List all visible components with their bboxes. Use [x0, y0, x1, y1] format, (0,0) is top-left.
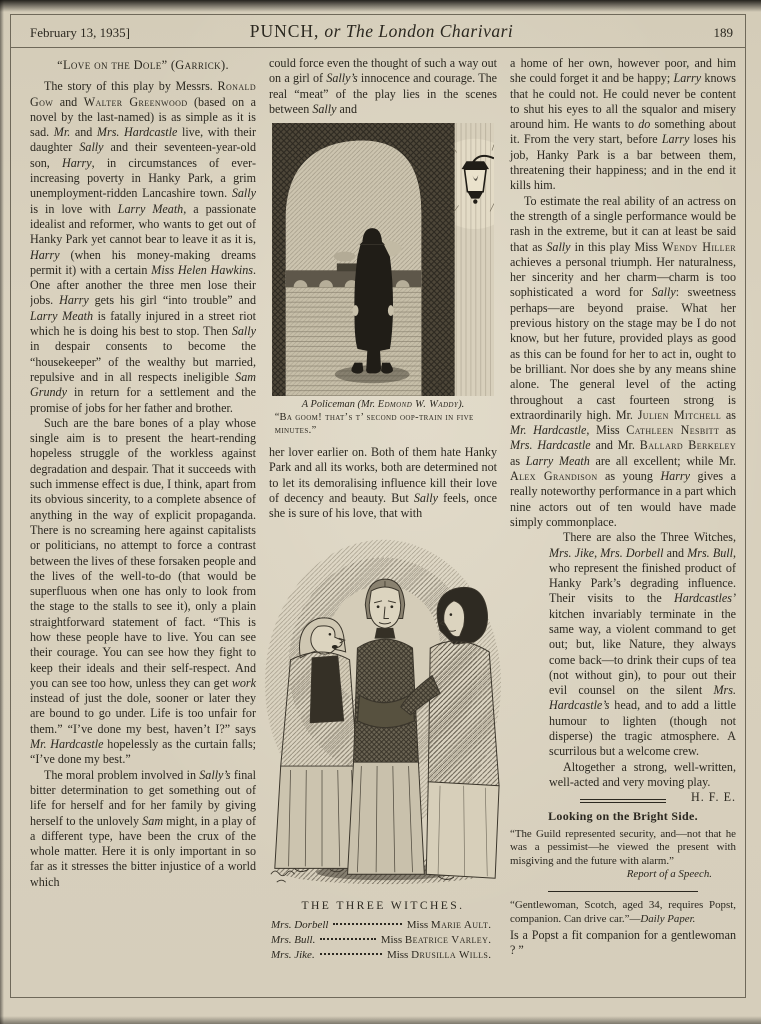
- caption-line-1: A Policeman (Mr. Edmond W. Waddy).: [301, 399, 465, 411]
- cast-actor: Miss Marie Ault.: [406, 918, 491, 931]
- section-divider: [580, 799, 666, 803]
- illustration-caption: [275, 398, 492, 437]
- cast-role: Mrs. Bull.: [271, 933, 316, 946]
- cast-row: [269, 948, 497, 963]
- cast-list: [269, 898, 497, 963]
- paragraph: The story of this play by Messrs. Ronald Gow and Walter Greenwood (based on a novel by the last-named) is as simple as it is sad. Mr. and Mrs. Hardcastle live, with their daughter Sally and their seventeen-year-old son, Harry, in circumstances of ever-increasing poverty in Hanky Park, a grim unemployment-ridden Lancashire town. Sally is in love with Larry Meath, a passionate idealist and reformer, who wants to get out of Hanky Park yet cannot bear to leave it as it is, Harry (when his money-making dreams permit it) with a certain Miss Helen Hawkins. One after another the three men lose their jobs. Harry gets his girl “into trouble” and Larry Meath is fatally injured in a street riot which he is doing his best to stop. Then Sally in despair consents to become the “housekeeper” of the wealthy but married, repulsive and in all respects ineligible Sam Grundy in return for a settlement and the promise of jobs for her father and brother.: [30, 79, 256, 415]
- quote-attribution: Report of a Speech.: [626, 868, 712, 881]
- cast-role: Mrs. Dorbell: [271, 918, 329, 931]
- scan-edge-bottom: [0, 1016, 761, 1024]
- filler-quote: “The Guild represented security, and—not that he was a pessimist—he viewed the present with misgiving and the future with alarm.”: [510, 827, 736, 867]
- paragraph: Such are the bare bones of a play whose single aim is to present the heart-rending hopeless struggle of the workless against degradation and despair. That it succeeds with such immense effect is due, I think, apart from its obvious sincerity, to a complete absence of anything in the way of explicit propaganda. There is no screaming here against capitalists or politicians, no attempt to force a contrast between the lives of these forsaken people and the lives of the well-to-do (that would be superfluous when one has only to look from the stage to the stalls to see it), only a plain straightforward statement of fact. “This is how these people have to live. You can see their courage. You can see how they fight to keep their ideals and their self-respect. And you can see too how, unless they can get work instead of just the dole, sooner or later they are bound to go under. Life is too unfair for them.” “I’ve done my best, haven’t I?” says Mr. Hardcastle hopelessly as the curtain falls; “I’ve done my best.”: [30, 415, 257, 767]
- column-3: [510, 56, 736, 994]
- issue-date: February 13, 1935]: [30, 25, 131, 40]
- column-1: [30, 56, 256, 994]
- cast-actor: Miss Beatrice Varley.: [380, 933, 491, 946]
- article-columns: [30, 56, 736, 994]
- three-witches-illustration: [261, 528, 505, 890]
- paragraph: The moral problem involved in Sally’s final bitter determination to get something out of life for herself and for her family by giving herself to the unlovely Sam might, in a play of a different type, have been the crux of the whole matter. Here it is only important in so far as it stresses the bitter injustice of a world which: [30, 767, 256, 889]
- paragraph: her lover earlier on. Both of them hate Hanky Park and all its works, both are determined not to let its demoralising influence kill their love of decency and beauty. But Sally feels, once she is sure of his love, that with: [269, 445, 497, 521]
- policeman-archway-illustration: [272, 123, 494, 396]
- publication-title: [200, 21, 563, 42]
- distant-viaduct: [286, 270, 422, 287]
- leader-dots: [320, 938, 375, 940]
- paragraph: To estimate the real ability of an actress on the strength of a single performance would be rash in the extreme, but it can at least be said that as Sally in this play Miss Wendy Hiller achieves a personal triumph. Her naturalness, her sincerity and her charm—charm is too sophisticated a word for Sally: sweetness perhaps—are beyond praise. What her previous history on the stage may be I do not know, but her future, provided plays as good as this can be found for her to act in, ought to be brilliant. Nor does she by any means shine alone. The general level of the acting throughout a cast fourteen strong is extraordinarily high. Mr. Julien Mitchell as Mr. Hardcastle, Miss Cathleen Nesbitt as Mrs. Hardcastle and Mr. Ballard Berkeley as Larry Meath are all excellent; while Mr. Alex Grandison as young Harry gives a really noteworthy performance in a part which nine actors out of ten would have made simply commonplace.: [510, 193, 736, 529]
- filler-quote: “Gentlewoman, Scotch, aged 34, requires Popst, companion. Can drive car.”—Daily Paper.: [510, 898, 736, 925]
- caption-line-2: “Ba goom! that’s t’ second oop-train in five minutes.”: [274, 412, 474, 437]
- cast-list-title: THE THREE WITCHES.: [301, 898, 465, 912]
- closing-sentence: Altogether a strong, well-written, well-acted and very moving play.: [549, 759, 736, 789]
- leader-dots: [333, 923, 401, 925]
- page-number: 189: [713, 25, 733, 40]
- scan-edge-top: [0, 0, 761, 12]
- illustration-overlap-spacer: [510, 530, 544, 780]
- paragraph: There are also the Three Witches, Mrs. Jike, Mrs. Dorbell and Mrs. Bull, who represent the finished product of Hanky Park’s degrading influence. Their visits to the Hardcastles’ kitchen invariably terminate in the same way, a violent command to get out; but, like Nature, they always come back—to drink their cups of tea (not without gin), to pour out their evil counsel on the silent Mrs. Hardcastle’s head, and to add a little humour to lighten (though not disperse) the tragic atmosphere. A scurrilous but a welcome crew.: [549, 530, 736, 759]
- scan-edge-left: [0, 0, 4, 1024]
- paragraph: could force even the thought of such a way out on a girl of Sally’s innocence and courage. The real “meat” of the play lies in the scenes between Sally and: [269, 56, 497, 116]
- section-divider: [548, 891, 698, 892]
- article-title: “Love on the Dole” (Garrick).: [57, 58, 229, 72]
- masthead: [30, 21, 733, 42]
- author-initials: H. F. E.: [691, 790, 736, 805]
- publication-title-sub: or The London Charivari: [319, 21, 514, 41]
- publication-title-main: PUNCH,: [249, 21, 320, 41]
- cast-row: [269, 933, 497, 948]
- column-2: [269, 56, 497, 994]
- filler-comment: Is a Popst a fit companion for a gentlewoman ? ”: [510, 928, 736, 958]
- leader-dots: [320, 953, 382, 955]
- cast-role: Mrs. Jike.: [271, 948, 315, 961]
- cast-row: [269, 918, 497, 933]
- filler-heading: Looking on the Bright Side.: [548, 809, 698, 824]
- paragraph: a home of her own, however poor, and him she could forget it and be happy; Larry knows that he could not. He could never be content to shut his eyes to all the squalor and misery around him. He wants to do something about it. From the very start, before Larry loses his job, Hanky Park is a bar between them, threatening their happiness; and in the end it kills him.: [510, 56, 736, 193]
- cast-actor: Miss Drusilla Wills.: [386, 948, 491, 961]
- masthead-rule: [10, 47, 746, 48]
